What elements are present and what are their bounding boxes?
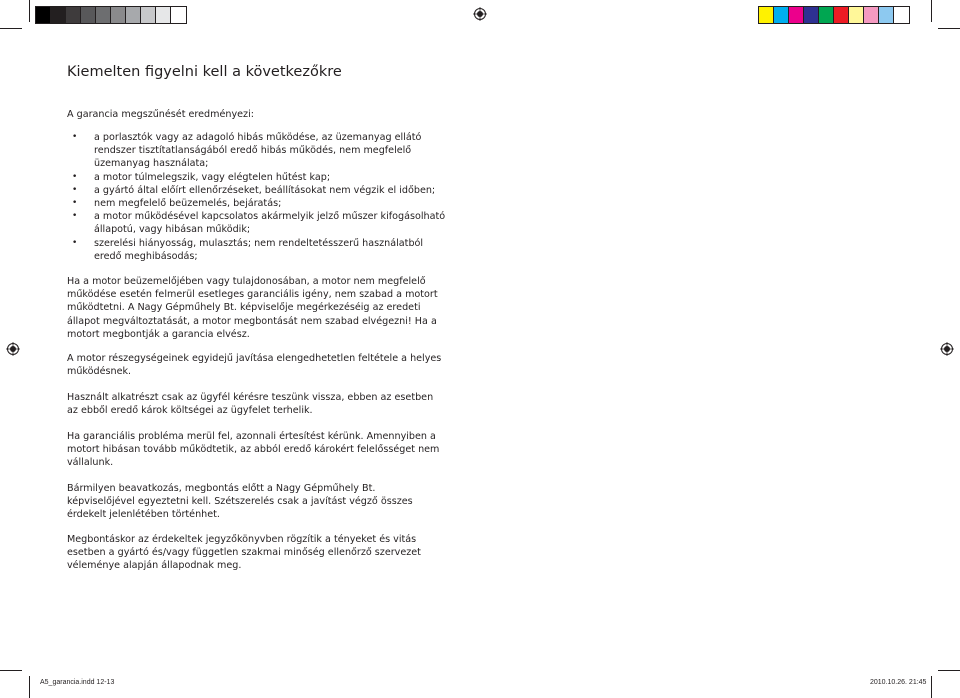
conditions-list xyxy=(67,131,452,263)
crop-mark xyxy=(0,670,22,671)
color-swatch xyxy=(804,7,819,23)
list-item: • a motor túlmelegszik, vagy elégtelen hűtést kap; xyxy=(67,171,452,184)
color-swatch xyxy=(141,7,156,23)
paragraph: Bármilyen beavatkozás, megbontás előtt a Nagy Gépműhely Bt. képviselőjével egyeztetni kell. Szétszerelés csak a javítást végző összes érdekelt jelenlétében történhet. xyxy=(67,483,413,521)
paragraph: Ha a motor beüzemelőjében vagy tulajdonosában, a motor nem megfelelő működése esetén felmerül esetleges garanciális igény, nem szabad a motort működtetni. A Nagy Gépműhely Bt. képviselője megérkezéséig az eredeti állapot megváltoztatását, a motor megbontását nem szabad elvégezni! Ha a motort megbontják a garancia elvész. xyxy=(67,276,438,340)
color-swatch xyxy=(894,7,909,23)
color-swatch xyxy=(864,7,879,23)
slug-timestamp: 2010.10.26. 21:45 xyxy=(870,679,927,686)
list-item: • a porlasztók vagy az adagoló hibás működése, az üzemanyag ellátó rendszer tisztítatlanságából eredő hibás működés, nem megfelelő üzemanyag használata; xyxy=(67,131,452,171)
color-swatch xyxy=(66,7,81,23)
list-item: • nem megfelelő beüzemelés, bejáratás; xyxy=(67,197,452,210)
crop-mark xyxy=(931,0,932,22)
list-item: • a motor működésével kapcsolatos akármelyik jelző műszer kifogásolható állapotú, vagy hibásan működik; xyxy=(67,210,452,236)
color-swatch xyxy=(51,7,66,23)
paragraph: Használt alkatrészt csak az ügyfél kérésre teszünk vissza, ebben az esetben az ebből eredő károk költségei az ügyfelet terhelik. xyxy=(67,392,434,417)
color-swatch xyxy=(774,7,789,23)
registration-mark-icon xyxy=(6,342,20,356)
crop-mark xyxy=(938,670,960,671)
page-title: Kiemelten figyelni kell a következőkre xyxy=(67,64,342,80)
color-swatch xyxy=(819,7,834,23)
color-swatch xyxy=(96,7,111,23)
intro-text: A garancia megszűnését eredményezi: xyxy=(67,109,254,120)
color-swatch xyxy=(834,7,849,23)
color-swatch xyxy=(849,7,864,23)
slug-filename: A5_garancia.indd 12-13 xyxy=(40,679,115,686)
process-color-bar xyxy=(758,6,910,24)
color-swatch xyxy=(171,7,186,23)
color-swatch xyxy=(879,7,894,23)
registration-mark-icon xyxy=(473,7,487,21)
list-item: • a gyártó által előírt ellenőrzéseket, beállításokat nem végzik el időben; xyxy=(67,184,452,197)
color-swatch xyxy=(759,7,774,23)
paragraph: A motor részegységeinek egyidejű javítása elengedhetetlen feltétele a helyes működésnek. xyxy=(67,353,442,378)
color-swatch xyxy=(36,7,51,23)
color-swatch xyxy=(789,7,804,23)
registration-mark-icon xyxy=(940,342,954,356)
color-swatch xyxy=(126,7,141,23)
color-swatch xyxy=(111,7,126,23)
crop-mark xyxy=(29,0,30,22)
crop-mark xyxy=(938,28,960,29)
list-item: • szerelési hiányosság, mulasztás; nem rendeltetésszerű használatból eredő meghibásodás; xyxy=(67,237,452,263)
paragraph: Megbontáskor az érdekeltek jegyzőkönyvben rögzítik a tényeket és vitás esetben a gyártó és/vagy független szakmai minőség ellenőrző szervezet véleménye alapján állapodnak meg. xyxy=(67,534,421,572)
crop-mark xyxy=(931,676,932,698)
crop-mark xyxy=(29,676,30,698)
paragraph: Ha garanciális probléma merül fel, azonnali értesítést kérünk. Amennyiben a motort hibásan tovább működtetik, az abból eredő károkért felelősséget nem vállalunk. xyxy=(67,431,440,469)
color-swatch xyxy=(156,7,171,23)
crop-mark xyxy=(0,28,22,29)
color-swatch xyxy=(81,7,96,23)
grayscale-color-bar xyxy=(35,6,187,24)
